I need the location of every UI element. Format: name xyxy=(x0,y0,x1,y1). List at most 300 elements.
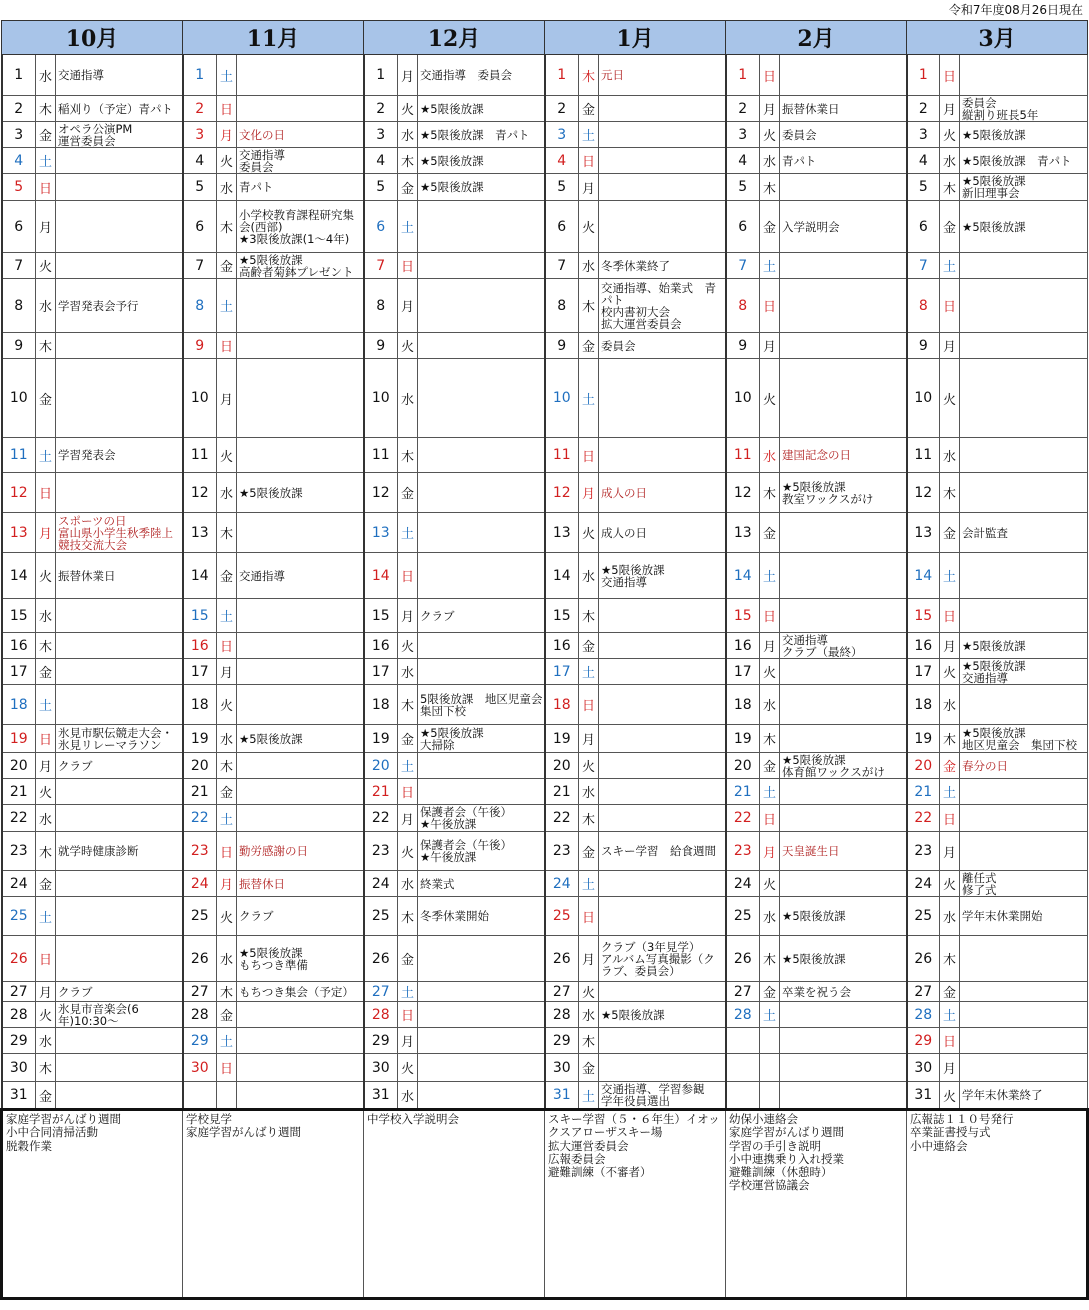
day-number: 12 xyxy=(545,473,579,513)
weekday: 金 xyxy=(579,96,599,122)
weekday: 金 xyxy=(940,753,960,779)
calendar-row xyxy=(2,1054,1088,1082)
day-number: 28 xyxy=(2,1002,36,1028)
event-cell xyxy=(780,685,907,725)
day-number: 6 xyxy=(907,201,940,253)
weekday: 水 xyxy=(36,1028,56,1054)
day-number: 29 xyxy=(2,1028,36,1054)
day-number: 26 xyxy=(183,936,217,982)
event-cell: 会計監査 xyxy=(960,513,1088,553)
weekday: 金 xyxy=(217,553,237,599)
day-number: 16 xyxy=(183,633,217,659)
day-number: 31 xyxy=(364,1082,398,1110)
weekday: 日 xyxy=(579,438,599,473)
weekday: 火 xyxy=(398,633,418,659)
weekday: 土 xyxy=(217,599,237,633)
event-cell xyxy=(237,1028,364,1054)
day-number: 19 xyxy=(907,725,940,753)
event-cell xyxy=(960,832,1088,871)
event-cell xyxy=(56,1054,183,1082)
calendar-row xyxy=(2,685,1088,725)
event-cell: 冬季休業開始 xyxy=(418,897,545,936)
day-number: 20 xyxy=(2,753,36,779)
weekday: 木 xyxy=(36,96,56,122)
day-number: 18 xyxy=(545,685,579,725)
weekday: 火 xyxy=(579,753,599,779)
day-number: 16 xyxy=(2,633,36,659)
event-cell xyxy=(599,359,726,438)
day-number: 12 xyxy=(183,473,217,513)
day-number: 31 xyxy=(907,1082,940,1110)
event-cell: もちつき集会（予定） xyxy=(237,982,364,1002)
day-number: 8 xyxy=(726,279,760,333)
weekday: 日 xyxy=(940,279,960,333)
weekday: 金 xyxy=(760,513,780,553)
day-number: 3 xyxy=(545,122,579,148)
event-cell xyxy=(599,1054,726,1082)
weekday: 火 xyxy=(217,685,237,725)
weekday: 金 xyxy=(398,725,418,753)
calendar-row xyxy=(2,633,1088,659)
weekday: 土 xyxy=(940,779,960,805)
event-cell: 成人の日 xyxy=(599,513,726,553)
weekday: 日 xyxy=(940,55,960,96)
event-cell xyxy=(56,871,183,897)
weekday: 月 xyxy=(398,805,418,832)
event-cell xyxy=(599,753,726,779)
day-number: 25 xyxy=(364,897,398,936)
day-number: 10 xyxy=(907,359,940,438)
event-cell xyxy=(780,253,907,279)
event-cell xyxy=(56,473,183,513)
weekday: 火 xyxy=(579,513,599,553)
event-cell: ★5限後放課 xyxy=(780,897,907,936)
weekday: 月 xyxy=(36,753,56,779)
event-cell: 春分の日 xyxy=(960,753,1088,779)
day-number: 11 xyxy=(726,438,760,473)
weekday: 水 xyxy=(940,438,960,473)
event-cell: ★5限後放課 xyxy=(418,174,545,201)
weekday: 月 xyxy=(940,333,960,359)
event-cell: 学習発表会 xyxy=(56,438,183,473)
weekday: 水 xyxy=(579,553,599,599)
event-cell xyxy=(56,779,183,805)
day-number: 27 xyxy=(2,982,36,1002)
event-cell xyxy=(56,936,183,982)
day-number: 28 xyxy=(726,1002,760,1028)
day-number: 1 xyxy=(726,55,760,96)
day-number: 26 xyxy=(364,936,398,982)
event-cell xyxy=(599,633,726,659)
weekday: 木 xyxy=(217,753,237,779)
day-number: 8 xyxy=(364,279,398,333)
day-number: 12 xyxy=(364,473,398,513)
day-number: 25 xyxy=(907,897,940,936)
event-cell xyxy=(960,779,1088,805)
day-number: 18 xyxy=(2,685,36,725)
weekday: 木 xyxy=(940,725,960,753)
day-number: 4 xyxy=(183,148,217,174)
weekday: 火 xyxy=(398,333,418,359)
event-cell xyxy=(960,685,1088,725)
calendar-row xyxy=(2,96,1088,122)
day-number: 28 xyxy=(545,1002,579,1028)
event-cell xyxy=(960,253,1088,279)
day-number: 7 xyxy=(364,253,398,279)
day-number: 22 xyxy=(364,805,398,832)
event-cell xyxy=(56,253,183,279)
event-cell xyxy=(237,659,364,685)
event-cell: オペラ公演PM 運営委員会 xyxy=(56,122,183,148)
event-cell: ★5限後放課 xyxy=(237,725,364,753)
event-cell xyxy=(780,725,907,753)
day-number: 1 xyxy=(2,55,36,96)
weekday: 木 xyxy=(36,832,56,871)
annual-calendar xyxy=(0,20,1089,1300)
weekday: 日 xyxy=(217,96,237,122)
calendar-row xyxy=(2,936,1088,982)
day-number: 27 xyxy=(364,982,398,1002)
event-cell xyxy=(418,333,545,359)
event-cell: ★5限後放課 体育館ワックスがけ xyxy=(780,753,907,779)
event-cell xyxy=(780,553,907,599)
day-number: 2 xyxy=(364,96,398,122)
weekday: 土 xyxy=(940,253,960,279)
event-cell xyxy=(418,253,545,279)
day-number: 19 xyxy=(726,725,760,753)
event-cell: ★5限後放課 xyxy=(418,96,545,122)
day-number: 15 xyxy=(545,599,579,633)
event-cell xyxy=(780,659,907,685)
event-cell xyxy=(418,438,545,473)
day-number: 14 xyxy=(2,553,36,599)
event-cell xyxy=(599,174,726,201)
event-cell: 元日 xyxy=(599,55,726,96)
event-cell xyxy=(56,174,183,201)
event-cell xyxy=(237,753,364,779)
weekday: 月 xyxy=(398,599,418,633)
weekday: 土 xyxy=(217,55,237,96)
weekday: 火 xyxy=(398,1054,418,1082)
event-cell xyxy=(960,553,1088,599)
event-cell: 委員会 xyxy=(780,122,907,148)
weekday: 火 xyxy=(760,122,780,148)
day-number: 30 xyxy=(183,1054,217,1082)
weekday: 水 xyxy=(760,897,780,936)
month-header: 3月 xyxy=(907,21,1088,55)
event-cell xyxy=(780,1082,907,1110)
weekday: 火 xyxy=(217,148,237,174)
day-number: 27 xyxy=(726,982,760,1002)
weekday: 日 xyxy=(217,1054,237,1082)
weekday: 土 xyxy=(760,779,780,805)
weekday: 火 xyxy=(579,201,599,253)
event-cell xyxy=(960,1002,1088,1028)
day-number: 25 xyxy=(183,897,217,936)
calendar-row xyxy=(2,897,1088,936)
weekday: 水 xyxy=(36,279,56,333)
weekday: 月 xyxy=(217,659,237,685)
day-number: 4 xyxy=(2,148,36,174)
event-cell xyxy=(780,871,907,897)
event-cell xyxy=(960,599,1088,633)
day-number: 27 xyxy=(183,982,217,1002)
event-cell: ★5限後放課 交通指導 xyxy=(960,659,1088,685)
day-number: 10 xyxy=(183,359,217,438)
event-cell xyxy=(780,513,907,553)
event-cell xyxy=(237,599,364,633)
event-cell: ★5限後放課 xyxy=(960,201,1088,253)
event-cell xyxy=(780,1054,907,1082)
event-cell xyxy=(960,359,1088,438)
weekday: 金 xyxy=(579,633,599,659)
day-number: 14 xyxy=(364,553,398,599)
day-number: 10 xyxy=(364,359,398,438)
day-number: 14 xyxy=(545,553,579,599)
event-cell xyxy=(56,599,183,633)
day-number: 16 xyxy=(545,633,579,659)
day-number: 5 xyxy=(183,174,217,201)
day-number: 25 xyxy=(726,897,760,936)
calendar-row xyxy=(2,725,1088,753)
event-cell xyxy=(237,333,364,359)
weekday: 月 xyxy=(940,96,960,122)
event-cell xyxy=(960,438,1088,473)
day-number: 30 xyxy=(2,1054,36,1082)
event-cell xyxy=(960,473,1088,513)
weekday: 火 xyxy=(940,1082,960,1110)
event-cell xyxy=(56,148,183,174)
day-number: 16 xyxy=(907,633,940,659)
month-header-row xyxy=(2,21,1088,55)
event-cell: 勤労感謝の日 xyxy=(237,832,364,871)
day-number: 24 xyxy=(726,871,760,897)
day-number: 25 xyxy=(545,897,579,936)
day-number: 4 xyxy=(726,148,760,174)
day-number: 23 xyxy=(726,832,760,871)
day-number: 4 xyxy=(545,148,579,174)
weekday: 土 xyxy=(940,1002,960,1028)
weekday: 金 xyxy=(760,201,780,253)
day-number: 1 xyxy=(545,55,579,96)
event-cell: 冬季休業終了 xyxy=(599,253,726,279)
weekday: 木 xyxy=(760,936,780,982)
day-number: 28 xyxy=(364,1002,398,1028)
day-number: 15 xyxy=(364,599,398,633)
calendar-row xyxy=(2,982,1088,1002)
weekday: 月 xyxy=(760,96,780,122)
day-number: 23 xyxy=(364,832,398,871)
event-cell: ★5限後放課 xyxy=(237,473,364,513)
weekday: 日 xyxy=(398,553,418,599)
day-number: 5 xyxy=(364,174,398,201)
day-number: 11 xyxy=(907,438,940,473)
weekday: 水 xyxy=(398,1082,418,1110)
event-cell xyxy=(237,633,364,659)
weekday: 金 xyxy=(940,201,960,253)
event-cell: 学習発表会予行 xyxy=(56,279,183,333)
weekday: 火 xyxy=(579,982,599,1002)
day-number: 22 xyxy=(726,805,760,832)
day-number: 9 xyxy=(726,333,760,359)
day-number: 17 xyxy=(364,659,398,685)
weekday: 火 xyxy=(760,871,780,897)
event-cell xyxy=(599,599,726,633)
event-cell xyxy=(780,1002,907,1028)
event-cell xyxy=(599,148,726,174)
day-number: 23 xyxy=(2,832,36,871)
weekday: 月 xyxy=(217,359,237,438)
day-number: 13 xyxy=(183,513,217,553)
day-number: 19 xyxy=(364,725,398,753)
event-cell: 交通指導、学習参観 学年役員選出 xyxy=(599,1082,726,1110)
weekday: 水 xyxy=(398,122,418,148)
event-cell: クラブ xyxy=(56,753,183,779)
day-number: 30 xyxy=(364,1054,398,1082)
day-number: 21 xyxy=(907,779,940,805)
weekday: 木 xyxy=(398,438,418,473)
weekday: 日 xyxy=(36,725,56,753)
event-cell xyxy=(960,55,1088,96)
day-number: 29 xyxy=(545,1028,579,1054)
day-number: 13 xyxy=(2,513,36,553)
event-cell: 卒業を祝う会 xyxy=(780,982,907,1002)
weekday: 火 xyxy=(36,553,56,599)
event-cell xyxy=(599,805,726,832)
day-number: 26 xyxy=(2,936,36,982)
month-header: 12月 xyxy=(364,21,545,55)
weekday: 水 xyxy=(579,253,599,279)
weekday: 火 xyxy=(398,832,418,871)
weekday: 月 xyxy=(579,936,599,982)
day-number: 22 xyxy=(545,805,579,832)
day-number: 24 xyxy=(183,871,217,897)
event-cell: ★5限後放課 青パト xyxy=(960,148,1088,174)
weekday: 月 xyxy=(760,333,780,359)
day-number: 21 xyxy=(545,779,579,805)
weekday: 日 xyxy=(398,253,418,279)
day-number: 20 xyxy=(726,753,760,779)
event-cell: 文化の日 xyxy=(237,122,364,148)
day-number: 2 xyxy=(545,96,579,122)
day-number: 24 xyxy=(907,871,940,897)
event-cell xyxy=(418,201,545,253)
weekday: 日 xyxy=(36,936,56,982)
day-number: 27 xyxy=(907,982,940,1002)
day-number: 28 xyxy=(183,1002,217,1028)
weekday: 月 xyxy=(36,982,56,1002)
monthly-notes: 広報誌１１０号発行 卒業証書授与式 小中連絡会 xyxy=(907,1110,1088,1299)
event-cell: 青パト xyxy=(780,148,907,174)
weekday: 木 xyxy=(579,805,599,832)
weekday: 金 xyxy=(217,1002,237,1028)
calendar-row xyxy=(2,779,1088,805)
event-cell xyxy=(56,359,183,438)
event-cell xyxy=(56,897,183,936)
event-cell xyxy=(418,936,545,982)
event-cell: 振替休日 xyxy=(237,871,364,897)
event-cell: クラブ xyxy=(418,599,545,633)
day-number: 9 xyxy=(2,333,36,359)
day-number: 17 xyxy=(545,659,579,685)
day-number: 21 xyxy=(183,779,217,805)
calendar-row xyxy=(2,1002,1088,1028)
event-cell xyxy=(418,982,545,1002)
weekday: 水 xyxy=(217,473,237,513)
event-cell: ★5限後放課 交通指導 xyxy=(599,553,726,599)
calendar-row xyxy=(2,805,1088,832)
weekday: 土 xyxy=(579,359,599,438)
weekday: 木 xyxy=(579,279,599,333)
day-number: 13 xyxy=(545,513,579,553)
day-number: 13 xyxy=(364,513,398,553)
weekday: 月 xyxy=(760,832,780,871)
weekday: 金 xyxy=(36,871,56,897)
event-cell: ★5限後放課 青パト xyxy=(418,122,545,148)
weekday: 木 xyxy=(579,1028,599,1054)
day-number: 10 xyxy=(545,359,579,438)
day-number: 12 xyxy=(907,473,940,513)
event-cell xyxy=(237,96,364,122)
weekday: 土 xyxy=(217,805,237,832)
day-number: 26 xyxy=(726,936,760,982)
weekday: 土 xyxy=(217,279,237,333)
day-number xyxy=(726,1054,760,1082)
monthly-notes-row xyxy=(2,1110,1088,1299)
day-number: 2 xyxy=(907,96,940,122)
weekday: 月 xyxy=(579,725,599,753)
event-cell xyxy=(418,1028,545,1054)
weekday: 金 xyxy=(217,253,237,279)
day-number: 12 xyxy=(726,473,760,513)
event-cell xyxy=(418,1082,545,1110)
weekday: 土 xyxy=(36,438,56,473)
day-number: 7 xyxy=(726,253,760,279)
day-number: 10 xyxy=(2,359,36,438)
weekday: 木 xyxy=(36,633,56,659)
calendar-row xyxy=(2,832,1088,871)
event-cell: 建国記念の日 xyxy=(780,438,907,473)
calendar-row xyxy=(2,279,1088,333)
weekday: 金 xyxy=(36,1082,56,1110)
day-number: 21 xyxy=(364,779,398,805)
calendar-row xyxy=(2,871,1088,897)
event-cell: ★5限後放課 大掃除 xyxy=(418,725,545,753)
event-cell: 交通指導 委員会 xyxy=(418,55,545,96)
event-cell: ★5限後放課 教室ワックスがけ xyxy=(780,473,907,513)
event-cell: ★5限後放課 xyxy=(960,122,1088,148)
day-number: 2 xyxy=(183,96,217,122)
day-number: 8 xyxy=(2,279,36,333)
weekday: 月 xyxy=(398,55,418,96)
updated-date: 令和7年度08月26日現在 xyxy=(948,3,1083,17)
event-cell xyxy=(56,659,183,685)
weekday: 水 xyxy=(36,599,56,633)
day-number: 15 xyxy=(907,599,940,633)
day-number: 21 xyxy=(726,779,760,805)
day-number: 8 xyxy=(907,279,940,333)
event-cell xyxy=(418,659,545,685)
weekday: 日 xyxy=(940,599,960,633)
day-number: 6 xyxy=(726,201,760,253)
weekday: 金 xyxy=(398,936,418,982)
weekday: 水 xyxy=(398,359,418,438)
event-cell xyxy=(56,685,183,725)
calendar-row xyxy=(2,553,1088,599)
event-cell xyxy=(780,55,907,96)
event-cell xyxy=(599,122,726,148)
day-number: 6 xyxy=(545,201,579,253)
